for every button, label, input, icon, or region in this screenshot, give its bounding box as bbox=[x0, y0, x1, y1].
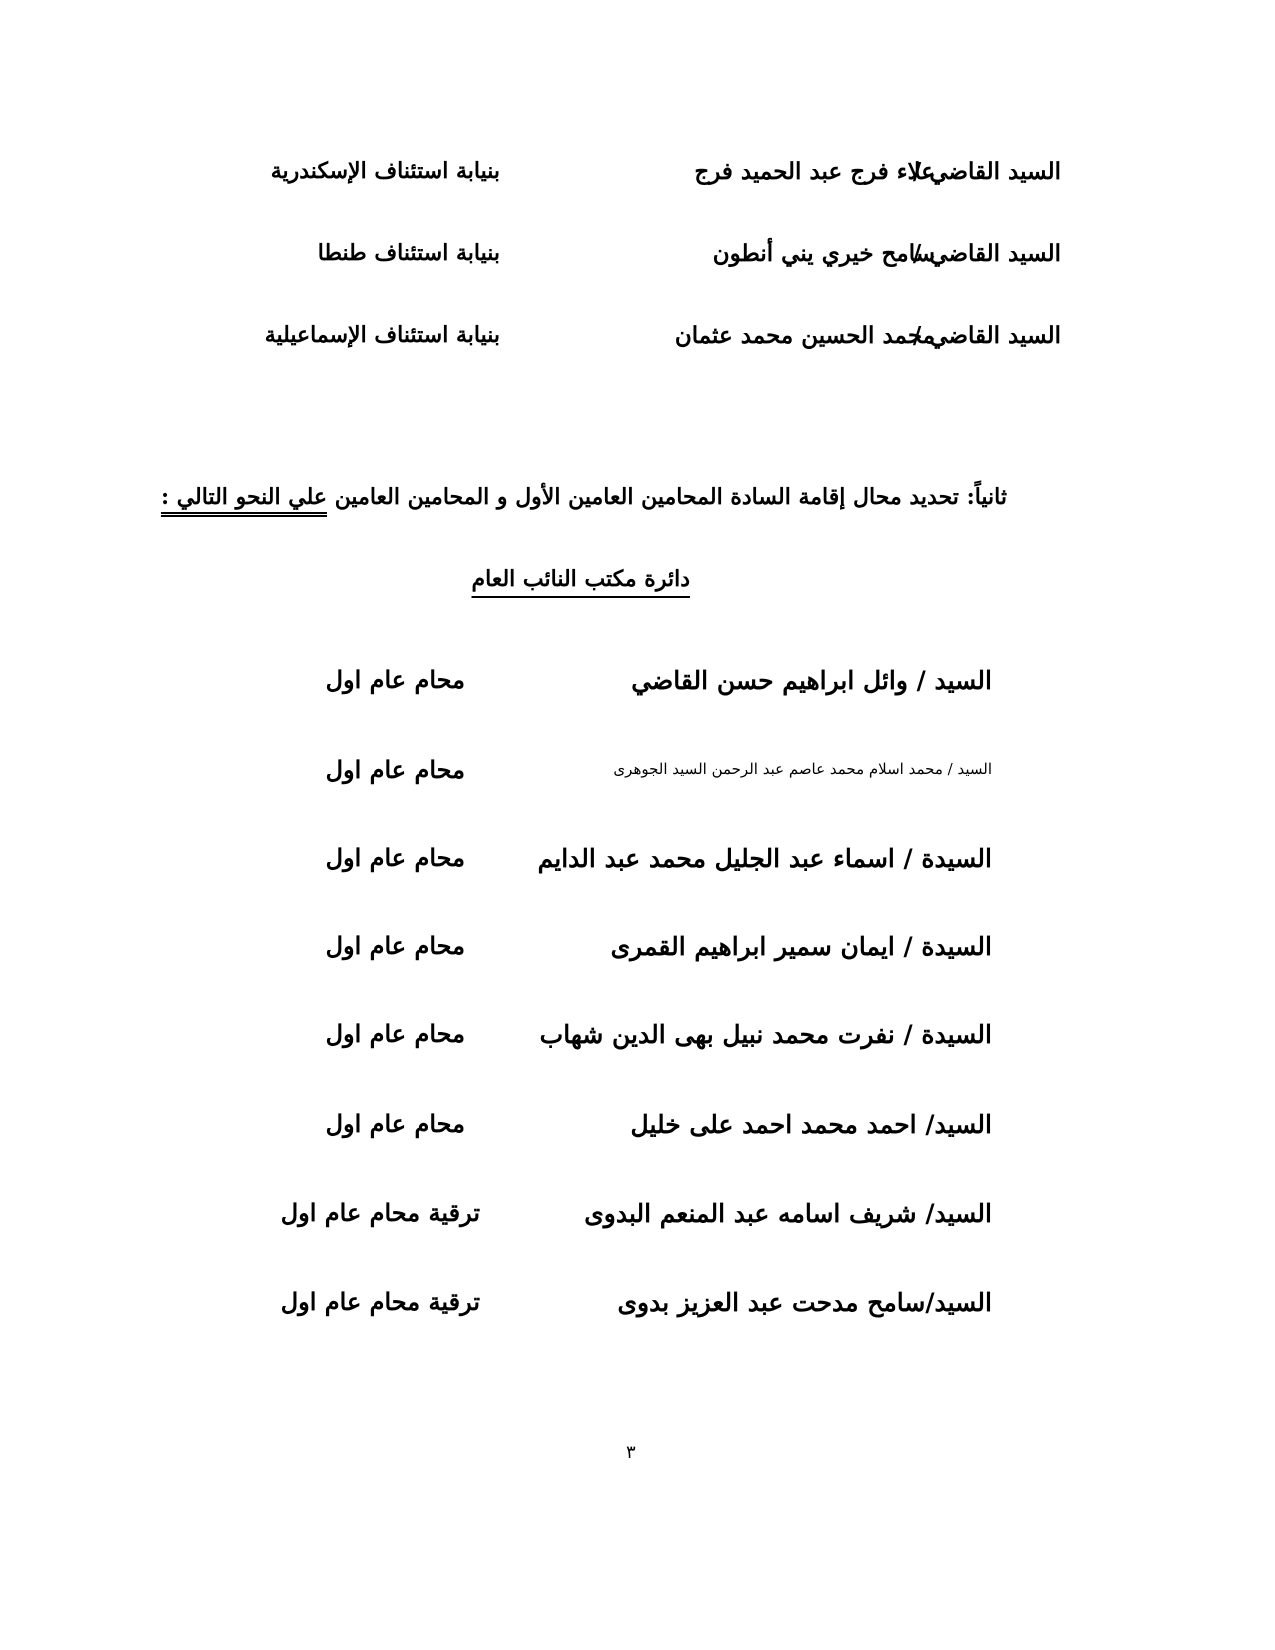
lawyer-rank: محام عام اول bbox=[325, 755, 465, 784]
lawyer-name: السيدة / اسماء عبد الجليل محمد عبد الدايم bbox=[537, 844, 992, 873]
department-title: دائرة مكتب النائب العام bbox=[471, 566, 690, 592]
judge-name: علاء فرج عبد الحميد فرج bbox=[694, 158, 935, 185]
section-heading-main: ثانياً: تحديد محال إقامة السادة المحامين العامين الأول و المحامين العامين bbox=[334, 484, 1007, 510]
judge-title: السيد القاضي / bbox=[912, 158, 1061, 185]
lawyer-name: السيد / محمد اسلام محمد عاصم عبد الرحمن السيد الجوهرى bbox=[613, 760, 992, 778]
lawyer-name: السيد/سامح مدحت عبد العزيز بدوى bbox=[617, 1288, 992, 1317]
lawyer-name: السيدة / نفرت محمد نبيل بهى الدين شهاب bbox=[539, 1020, 992, 1049]
lawyer-name: السيد/ شريف اسامه عبد المنعم البدوى bbox=[584, 1199, 992, 1228]
lawyer-rank: محام عام اول bbox=[325, 931, 465, 960]
lawyer-rank: محام عام اول bbox=[325, 1109, 465, 1138]
lawyer-rank: ترقية محام عام اول bbox=[280, 1198, 480, 1227]
lawyer-name: السيد / وائل ابراهيم حسن القاضي bbox=[631, 666, 992, 695]
section-heading-underlined: علي النحو التالي : bbox=[160, 484, 328, 510]
lawyer-rank: محام عام اول bbox=[325, 843, 465, 872]
judge-name: سامح خيري يني أنطون bbox=[712, 240, 935, 267]
judge-office: بنيابة استئناف طنطا bbox=[317, 240, 500, 266]
lawyer-name: السيدة / ايمان سمير ابراهيم القمرى bbox=[610, 932, 992, 961]
judge-title: السيد القاضي / bbox=[912, 240, 1061, 267]
judge-office: بنيابة استئناف الإسماعيلية bbox=[264, 322, 500, 348]
page-number: ٣ bbox=[626, 1442, 636, 1463]
section-heading bbox=[161, 486, 1007, 508]
lawyer-rank: محام عام اول bbox=[325, 665, 465, 694]
lawyer-rank: محام عام اول bbox=[325, 1019, 465, 1048]
judge-office: بنيابة استئناف الإسكندرية bbox=[270, 158, 500, 184]
judge-title: السيد القاضي / bbox=[912, 322, 1061, 349]
lawyer-rank: ترقية محام عام اول bbox=[280, 1287, 480, 1316]
lawyer-name: السيد/ احمد محمد احمد على خليل bbox=[630, 1110, 992, 1139]
judge-name: محمد الحسين محمد عثمان bbox=[674, 322, 935, 349]
